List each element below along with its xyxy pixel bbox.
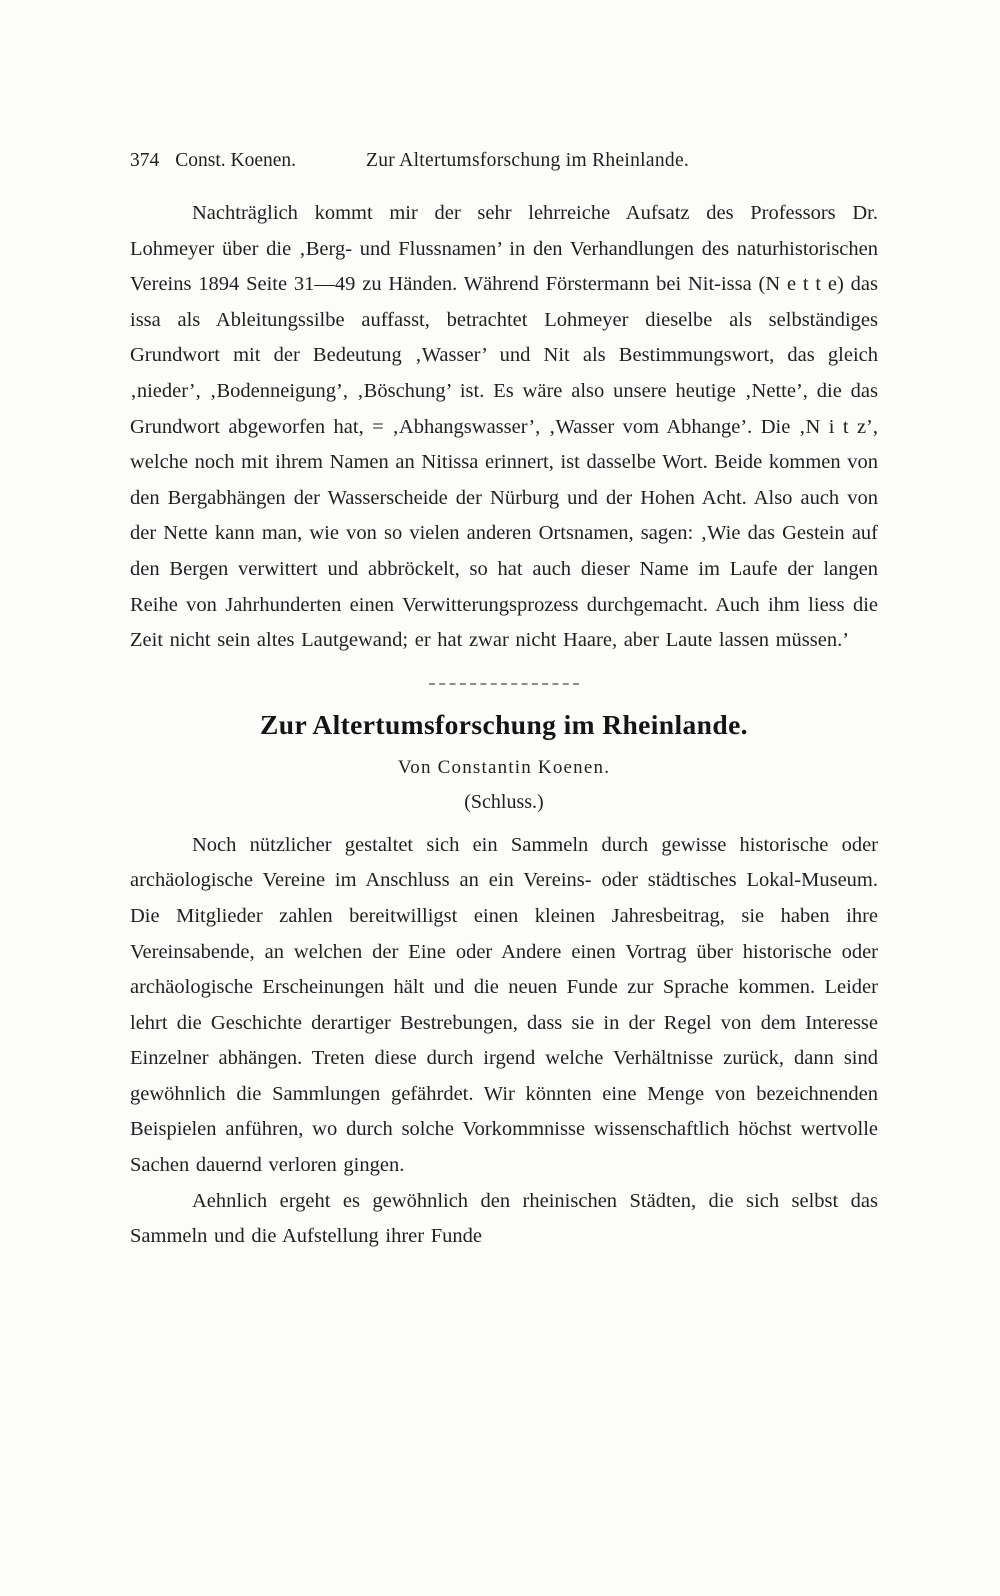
section-divider (429, 683, 579, 685)
intro-paragraph: Nachträglich kommt mir der sehr lehrreiche Aufsatz des Professors Dr. Lohmeyer über die ‚Berg- und Flussnamen’ in den Verhandlungen des naturhistorischen Vereins 1894 Seite 31—49 zu Händen. Während Förstermann bei Nit-issa (N e t t e) das issa als Ableitungssilbe auffasst, betrachtet Lohmeyer dieselbe als selbständiges Grundwort mit der Bedeutung ‚Wasser’ und Nit als Bestimmungswort, das gleich ‚nieder’, ‚Bodenneigung’, ‚Böschung’ ist. Es wäre also unsere heutige ‚Nette’, die das Grundwort abgeworfen hat, = ‚Abhangswasser’, ‚Wasser vom Abhange’. Die ‚N i t z’, welche noch mit ihrem Namen an Nitissa erinnert, ist dasselbe Wort. Beide kommen von den Bergabhängen der Wasserscheide der Nürburg und der Hohen Acht. Also auch von der Nette kann man, wie von so vielen anderen Ortsnamen, sagen: ‚Wie das Gestein auf den Bergen verwittert und abbröckelt, so hat auch dieser Name im Laufe der langen Reihe von Jahrhunderten einen Verwitterungsprozess durchgemacht. Auch ihm liess die Zeit nicht sein altes Lautgewand; er hat zwar nicht Haare, aber Laute lassen müssen.’ (130, 202, 878, 652)
section-label: (Schluss.) (464, 790, 544, 813)
header-author: Const. Koenen. (175, 150, 297, 171)
article-title: Zur Altertumsforschung im Rheinlande. (260, 708, 748, 740)
article-paragraph: Aehnlich ergeht es gewöhnlich den rheinischen Städten, die sich selbst das Sammeln und die Aufstellung ihrer Funde (130, 1189, 878, 1248)
page-number: 374 (130, 150, 160, 171)
header-running-title: Zur Altertumsforschung im Rheinlande. (366, 150, 690, 171)
page-header (130, 150, 878, 172)
article-byline: Von Constantin Koenen. (397, 756, 611, 778)
article-paragraph: Noch nützlicher gestaltet sich ein Sammeln durch gewisse historische oder archäologische Vereine im Anschluss an ein Vereins- oder städtisches Lokal-Museum. Die Mitglieder zahlen bereitwilligst einen kleinen Jahresbeitrag, sie haben ihre Vereinsabende, an welchen der Eine oder Andere einen Vortrag über historische oder archäologische Erscheinungen hält und die neuen Funde zur Sprache kommen. Leider lehrt die Geschichte derartiger Bestrebungen, dass sie in der Regel von dem Interesse Einzelner abhängen. Treten diese durch irgend welche Verhältnisse zurück, dann sind gewöhnlich die Sammlungen gefährdet. Wir könnten eine Menge von bezeichnenden Beispielen anführen, wo durch solche Vorkommnisse wissenschaftlich höchst wertvolle Sachen dauernd verloren gingen. (130, 833, 878, 1177)
